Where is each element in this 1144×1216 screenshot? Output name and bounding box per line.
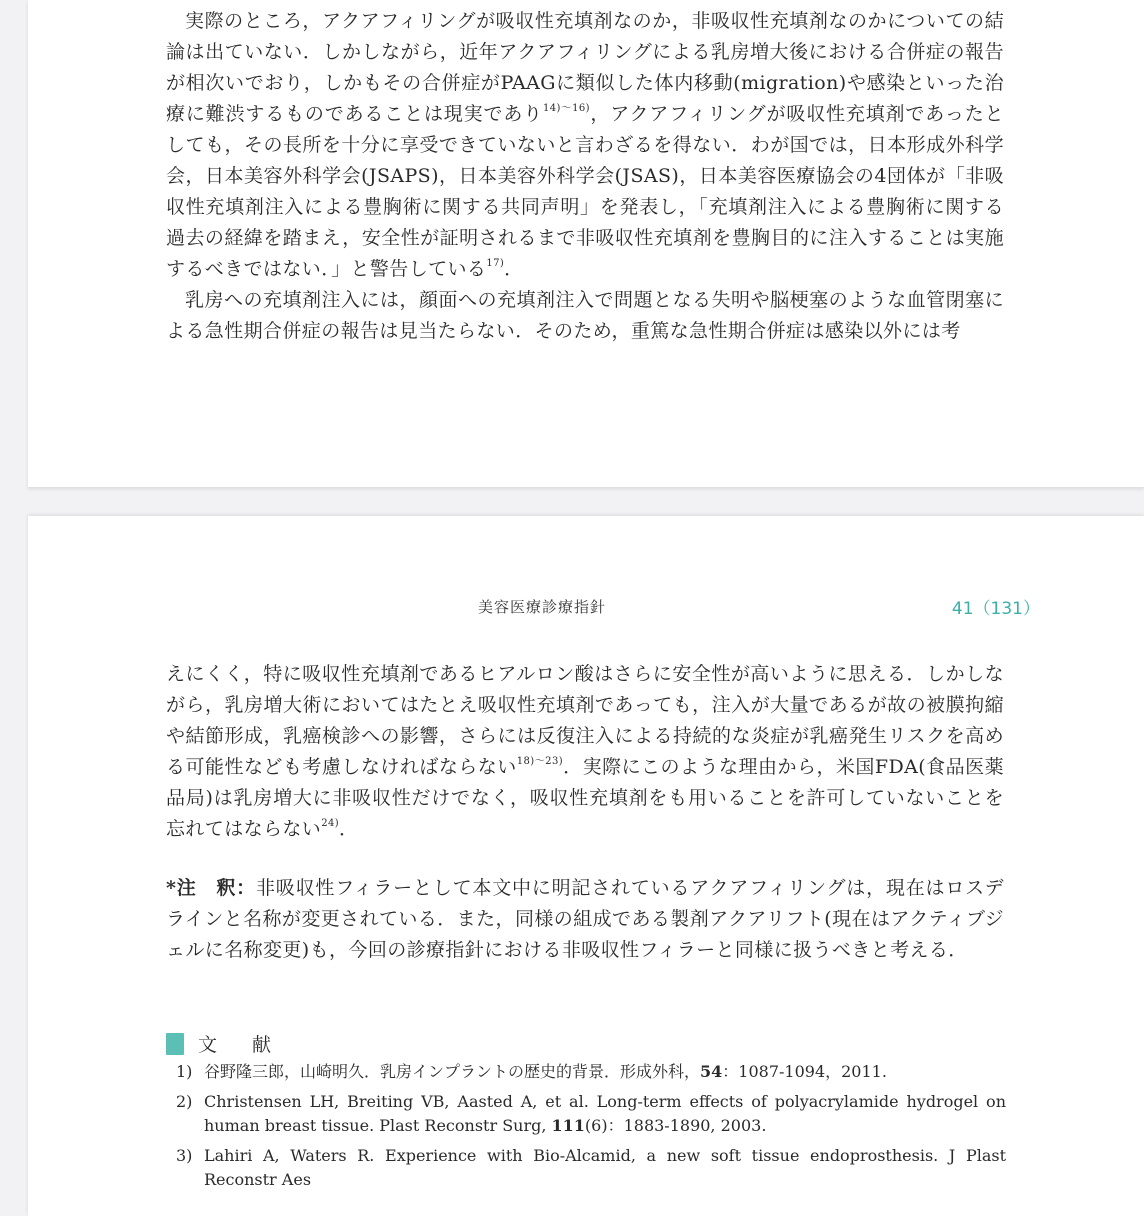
text-segment: 乳房への充填剤注入には，顔面への充填剤注入で問題となる失明や脳梗塞のような血管閉塞による急性期合併症の報告は見当たらない．そのため，重篤な急性期合併症は感染以外には考 <box>166 289 1004 342</box>
section-marker <box>166 1033 184 1055</box>
reference-pages: (6)：1883-1890, 2003. <box>584 1116 767 1135</box>
citation-superscript: 24) <box>321 817 340 829</box>
reference-pages: ：1087-1094，2011. <box>722 1062 887 1081</box>
previous-page-body <box>166 6 1004 347</box>
reference-citation: Lahiri A, Waters R. Experience with Bio-Alcamid, a new soft tissue endoprosthesis. J Plast Reconstr Aes <box>204 1146 1006 1189</box>
running-header-title: 美容医療診療指針 <box>478 598 607 616</box>
current-page-body <box>166 659 1004 845</box>
reference-text <box>204 1144 1006 1192</box>
note-text: 非吸収性フィラーとして本文中に明記されているアクアフィリングは，現在はロスデラインと名称が変更されている．また，同様の組成である製剤アクアリフト(現在はアクティブジェルに名称変更)も，今回の診療指針における非吸収性フィラーと同様に扱うべきと考える． <box>166 877 1005 961</box>
annotation-note <box>166 873 1004 966</box>
page-number: 41（131） <box>951 599 1040 619</box>
current-page <box>28 516 1144 1216</box>
reference-item <box>176 1090 1006 1138</box>
reference-number: 3) <box>176 1146 193 1165</box>
paragraph-breast-filler <box>166 285 1004 347</box>
reference-number: 1) <box>176 1062 193 1081</box>
note-paragraph <box>166 873 1004 966</box>
reference-text <box>204 1060 1006 1084</box>
previous-page <box>28 0 1144 487</box>
reference-number: 2) <box>176 1092 193 1111</box>
reference-item <box>176 1144 1006 1192</box>
paragraph-continuation <box>166 659 1004 845</box>
citation-superscript: 14)〜16) <box>543 102 590 114</box>
citation-superscript: 18)〜23) <box>516 755 564 767</box>
reference-citation: Christensen LH, Breiting VB, Aasted A, et al. Long-term effects of polyacrylamide hydrogel on human breast tissue. Plast Reconstr Surg, <box>204 1092 1006 1135</box>
note-label: *注 釈： <box>166 877 256 899</box>
citation-superscript: 17) <box>486 257 505 269</box>
text-segment: えにくく，特に吸収性充填剤であるヒアルロン酸はさらに安全性が高いように思える．しかしながら，乳房増大術においてはたとえ吸収性充填剤であっても，注入が大量であるが故の被膜拘縮や結節形成，乳癌検診への影響，さらには反復注入による持続的な炎症が乳癌発生リスクを高める可能性なども考慮しなければならない <box>166 663 1004 778</box>
paragraph-aquafilling <box>166 6 1004 285</box>
reference-volume: 54 <box>700 1062 723 1081</box>
references-heading <box>166 1030 279 1057</box>
text-segment: ． <box>504 258 524 280</box>
references-list <box>176 1060 1006 1198</box>
reference-volume: 111 <box>551 1116 585 1135</box>
reference-text <box>204 1090 1006 1138</box>
references-heading-label: 文 献 <box>198 1034 280 1056</box>
reference-item <box>176 1060 1006 1084</box>
reference-citation: 谷野隆三郎，山崎明久．乳房インプラントの歴史的背景．形成外科， <box>204 1062 701 1081</box>
text-segment: ． <box>339 818 359 840</box>
text-segment: 実際のところ，アクアフィリングが吸収性充填剤なのか，非吸収性充填剤なのかについての結論は出ていない．しかしながら，近年アクアフィリングによる乳房増大後における合併症の報告が相次いでおり，しかもその合併症がPAAGに類似した体内移動(migration)や感染といった治療に難渋するものであることは現実であり <box>166 10 1004 125</box>
text-segment: ．実際にこのような理由から，米国FDA(食品医薬品局)は乳房増大に非吸収性だけでなく，吸収性充填剤をも用いることを許可していないことを忘れてはならない <box>166 756 1004 840</box>
text-segment: ，アクアフィリングが吸収性充填剤であったとしても，その長所を十分に享受できていないと言わざるを得ない．わが国では，日本形成外科学会，日本美容外科学会(JSAPS)，日本美容外科学会(JSAS)，日本美容医療協会の4団体が「非吸収性充填剤注入による豊胸術に関する共同声明」を発表し，「充填剤注入による豊胸術に関する過去の経緯を踏まえ，安全性が証明されるまで非吸収性充填剤を豊胸目的に注入することは実施するべきではない．」と警告している <box>166 103 1004 280</box>
